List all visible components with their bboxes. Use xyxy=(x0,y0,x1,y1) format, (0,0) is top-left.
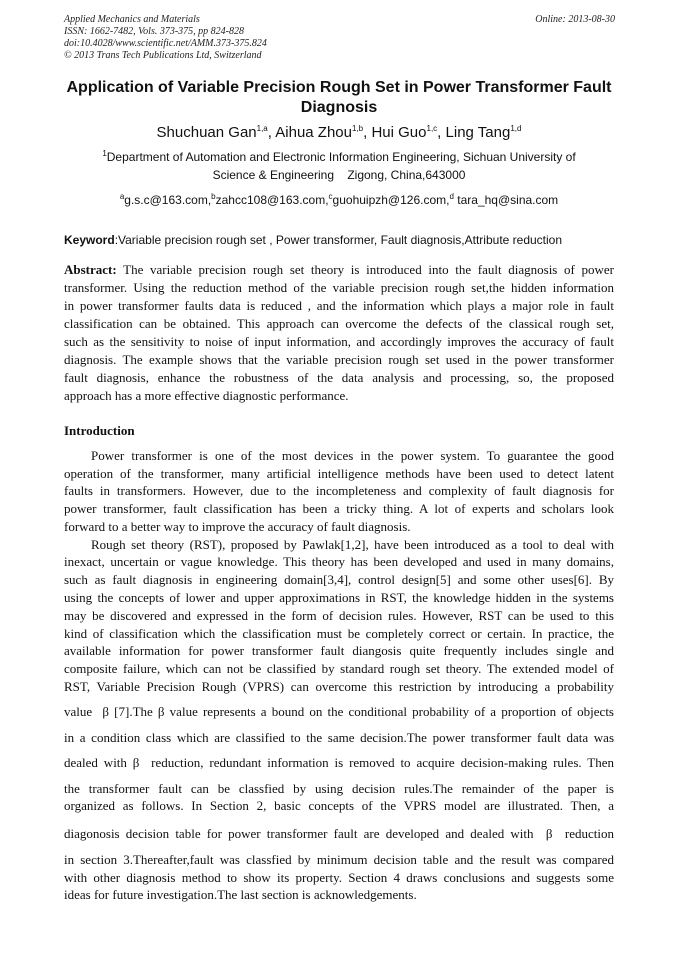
keywords xyxy=(64,232,562,248)
introduction-line: may be discovered and expressed in the form of decision rules. However, RST can be used to this xyxy=(64,608,614,623)
abstract-line xyxy=(64,297,614,315)
issn: ISSN: 1662-7482, Vols. 373-375, pp 824-828 xyxy=(64,26,244,37)
emails xyxy=(40,192,638,208)
introduction-line: forward to a better way to improve the accuracy of fault diagnosis. xyxy=(64,519,411,534)
author-name: Shuchuan Gan xyxy=(156,124,257,141)
abstract-line xyxy=(64,369,614,387)
paper-title-line-1: Application of Variable Precision Rough Set in Power Transformer Fault xyxy=(66,79,612,96)
author-sup: 1,d xyxy=(510,124,522,133)
affiliation-line-1 xyxy=(40,149,638,165)
affiliation-sup: 1 xyxy=(102,149,107,158)
author-sup: 1,c xyxy=(426,124,438,133)
abstract-line xyxy=(64,333,614,351)
abstract-line-text: classification can be obtained. This approach can overcome the defects of the classical rough set, xyxy=(64,316,614,331)
abstract-line-text: diagnosis. The example shows that the variable precision rough set used in the power transformer xyxy=(64,352,614,367)
abstract-line-text: such as the sensitivity to noise of input information, and accordingly improves the accuracy of fault xyxy=(64,334,614,349)
abstract-line xyxy=(64,351,614,369)
introduction-line: in a condition class which are classified to the same decision.The power transformer fault data was xyxy=(64,730,614,745)
introduction-line: composite failure, which can not be classified by standard rough set theory. The extended model of xyxy=(64,661,614,676)
keyword-label: Keyword xyxy=(64,233,115,247)
paper-title-line-2: Diagnosis xyxy=(300,99,378,116)
author-sup: 1,b xyxy=(352,124,364,133)
introduction-line: ideas for future investigation.The last section is acknowledgements. xyxy=(64,887,417,902)
email: g.s.c@163.com, xyxy=(124,193,212,207)
author-name: Hui Guo xyxy=(371,124,427,141)
author-name: Ling Tang xyxy=(445,124,511,141)
introduction-line: diagonosis decision table for power transformer fault are developed and dealed with β reduction xyxy=(64,826,614,841)
author-sup: 1,a xyxy=(256,124,268,133)
keyword-text: :Variable precision rough set , Power transformer, Fault diagnosis,Attribute reduction xyxy=(114,233,563,247)
introduction-line: using the concepts of lower and upper approximations in RST, the knowledge hidden in the systems xyxy=(64,590,614,605)
section-heading-introduction: Introduction xyxy=(64,423,135,438)
introduction-line: in section 3.Thereafter,fault was classfied by minimum decision table and the result was compared xyxy=(64,852,614,867)
introduction-line: Rough set theory (RST), proposed by Pawlak[1,2], have been introduced as a tool to deal with xyxy=(91,537,614,552)
introduction-line: operation of the transformer, many artificial intelligence methods have been used to detect latent xyxy=(64,466,614,481)
introduction-line: inexact, uncertain or vague knowledge. This theory has been developed and used in many domains, xyxy=(64,554,614,569)
abstract-label: Abstract: xyxy=(64,262,117,277)
doi: doi:10.4028/www.scientific.net/AMM.373-375.824 xyxy=(64,38,267,49)
abstract-line-text: fault diagnosis, enhance the robustness of the data analysis and processing, so, the proposed xyxy=(64,370,614,385)
abstract-line-text: in power transformer faults data is reduced , and the information which plays a major role in fault xyxy=(64,298,614,313)
introduction-line: kind of classification which the classification must be completely correct or certain. In practice, the xyxy=(64,626,614,641)
affiliation-text: Department of Automation and Electronic Information Engineering, Sichuan University of xyxy=(106,150,576,164)
introduction-line: faults in transformers. However, due to the incompleteness and complexity of fault diagnosis for xyxy=(64,483,614,498)
abstract-line xyxy=(64,261,614,279)
email: tara_hq@sina.com xyxy=(453,193,559,207)
introduction-line: organized as follows. In Section 2, basic concepts of the VPRS model are illustrated. Then, a xyxy=(64,798,614,813)
abstract-line-text: The variable precision rough set theory is introduced into the fault diagnosis of power xyxy=(116,262,614,277)
author-name: Aihua Zhou xyxy=(275,124,352,141)
email-sup: a xyxy=(119,192,125,201)
introduction-line: with other diagnosis method to show its property. Section 4 draws conclusions and suggests some xyxy=(64,870,614,885)
email-sup: c xyxy=(328,192,333,201)
introduction-line: such as fault diagnosis in engineering domain[3,4], control design[5] and some other uses[6]. By xyxy=(64,572,614,587)
authors: Shuchuan Gan$^{1,a}$, Aihua Zhou$^{1,b}$, Hui Guo$^{1,c}$, Ling Tang$^{1,d}$ xyxy=(156,124,522,141)
email: zahcc108@163.com, xyxy=(215,193,329,207)
abstract-line xyxy=(64,279,614,297)
abstract-line-text: transformer. Using the reduction method of the variable precision rough set,the hidden information xyxy=(64,280,614,295)
email: guohuipzh@126.com, xyxy=(332,193,450,207)
abstract-line xyxy=(64,387,614,405)
abstract-line xyxy=(64,315,614,333)
introduction-line: Power transformer is one of the most devices in the power system. To guarantee the good xyxy=(91,448,614,463)
introduction-line: RST, Variable Precision Rough (VPRS) can overcome this restriction by introducing a probability xyxy=(64,679,614,694)
email-sup: d xyxy=(449,192,454,201)
abstract-line-text: approach has a more effective diagnostic performance. xyxy=(64,388,349,403)
email-sup: b xyxy=(211,192,216,201)
copyright: © 2013 Trans Tech Publications Ltd, Switzerland xyxy=(64,50,262,61)
affiliation-line-2: Science & Engineering Zigong, China,643000 xyxy=(212,168,466,182)
introduction-line: the transformer fault can be classfied by using decision rules.The remainder of the paper is xyxy=(64,781,614,796)
introduction-line: power transformer, fault classification has been a tricky thing. A lot of experts and scholars look xyxy=(64,501,614,516)
introduction-line: available information for power transformer fault diangosis quite frequently includes single and xyxy=(64,643,614,658)
online-date: Online: 2013-08-30 xyxy=(535,14,615,25)
introduction-line: value β [7].The β value represents a bound on the conditional probability of a proportion of objects xyxy=(64,704,614,719)
introduction-line: dealed with β reduction, redundant information is removed to acquire decision-making rules. Then xyxy=(64,755,614,770)
journal-name: Applied Mechanics and Materials xyxy=(64,14,200,25)
